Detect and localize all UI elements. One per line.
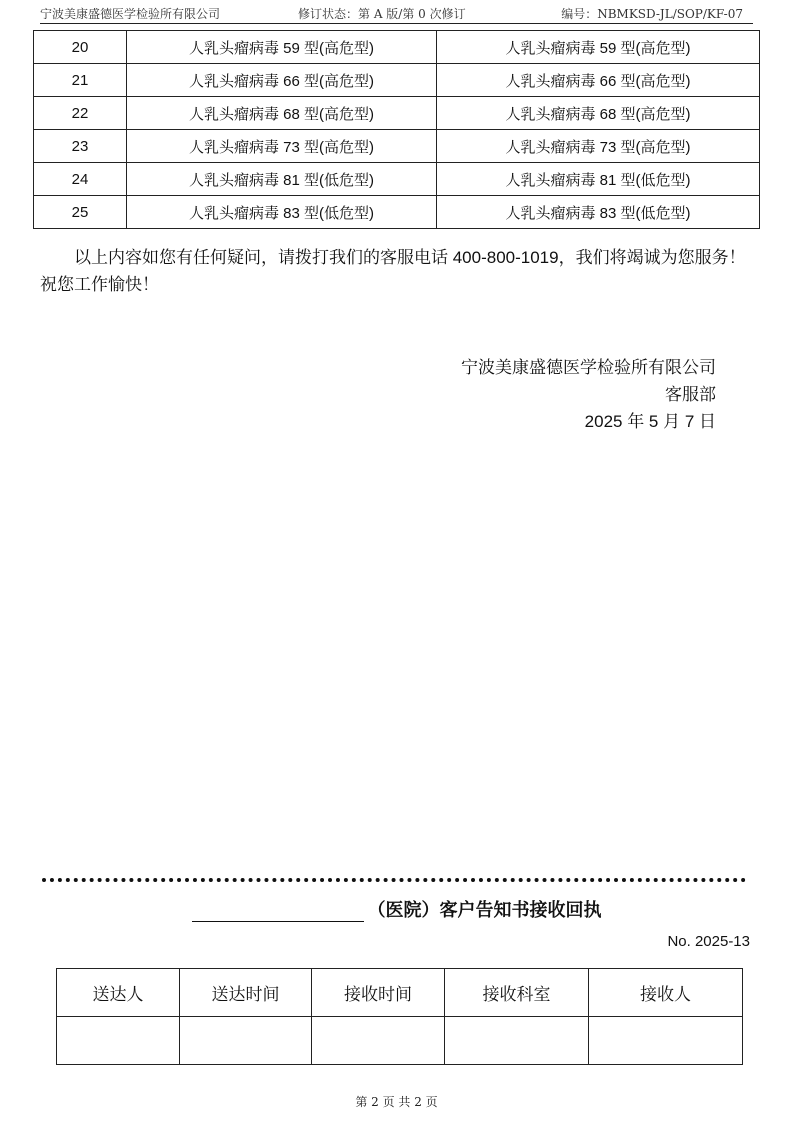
table-row [34, 97, 760, 130]
page-header [40, 4, 753, 24]
table-row [34, 163, 760, 196]
receipt-entry-row [57, 1017, 743, 1065]
receive-time-cell[interactable] [312, 1017, 445, 1065]
item-name-alt: 人乳头瘤病毒 83 型(低危型) [437, 196, 760, 229]
receipt-number: No. 2025-13 [667, 933, 750, 950]
table-row [34, 130, 760, 163]
send-time-cell[interactable] [180, 1017, 312, 1065]
department-cell[interactable] [445, 1017, 589, 1065]
receipt-title-text: （医院）客户告知书接收回执 [367, 900, 602, 920]
item-name: 人乳头瘤病毒 59 型(高危型) [127, 31, 437, 64]
cut-line-divider [42, 870, 746, 882]
closing-line-wishes: 祝您工作愉快！ [40, 275, 159, 294]
item-name-alt: 人乳头瘤病毒 81 型(低危型) [437, 163, 760, 196]
hpv-type-table [33, 30, 760, 229]
column-header-receive-time: 接收时间 [312, 969, 445, 1017]
row-number: 20 [34, 31, 127, 64]
signature-company: 宁波美康盛德医学检验所有限公司 [461, 358, 716, 377]
table-row [34, 64, 760, 97]
item-name: 人乳头瘤病毒 68 型(高危型) [127, 97, 437, 130]
page-footer: 第 2 页 共 2 页 [355, 1095, 438, 1109]
column-header-sender: 送达人 [57, 969, 180, 1017]
header-company: 宁波美康盛德医学检验所有限公司 [40, 7, 221, 21]
receipt-header-row [57, 969, 743, 1017]
receipt-title [0, 896, 793, 922]
column-header-receiver: 接收人 [589, 969, 743, 1017]
item-name: 人乳头瘤病毒 66 型(高危型) [127, 64, 437, 97]
item-name: 人乳头瘤病毒 73 型(高危型) [127, 130, 437, 163]
header-revision: 修订状态：第 A 版/第 0 次修订 [298, 7, 466, 21]
table-row [34, 196, 760, 229]
signature-date: 2025 年 5 月 7 日 [584, 412, 716, 431]
item-name-alt: 人乳头瘤病毒 73 型(高危型) [437, 130, 760, 163]
row-number: 23 [34, 130, 127, 163]
item-name-alt: 人乳头瘤病毒 68 型(高危型) [437, 97, 760, 130]
row-number: 21 [34, 64, 127, 97]
item-name: 人乳头瘤病毒 83 型(低危型) [127, 196, 437, 229]
item-name: 人乳头瘤病毒 81 型(低危型) [127, 163, 437, 196]
column-header-send-time: 送达时间 [180, 969, 312, 1017]
sender-cell[interactable] [57, 1017, 180, 1065]
row-number: 22 [34, 97, 127, 130]
row-number: 25 [34, 196, 127, 229]
column-header-department: 接收科室 [445, 969, 589, 1017]
header-document-code: 编号：NBMKSD-JL/SOP/KF-07 [561, 7, 743, 21]
row-number: 24 [34, 163, 127, 196]
item-name-alt: 人乳头瘤病毒 66 型(高危型) [437, 64, 760, 97]
receiver-cell[interactable] [589, 1017, 743, 1065]
receipt-table [56, 968, 743, 1065]
table-row [34, 31, 760, 64]
closing-line-contact: 以上内容如您有任何疑问，请拨打我们的客服电话 400-800-1019，我们将竭诚为您服务！ [74, 248, 746, 267]
item-name-alt: 人乳头瘤病毒 59 型(高危型) [437, 31, 760, 64]
closing-paragraph [40, 244, 780, 298]
hospital-name-blank[interactable] [192, 903, 364, 922]
signature-department: 客服部 [665, 385, 716, 404]
